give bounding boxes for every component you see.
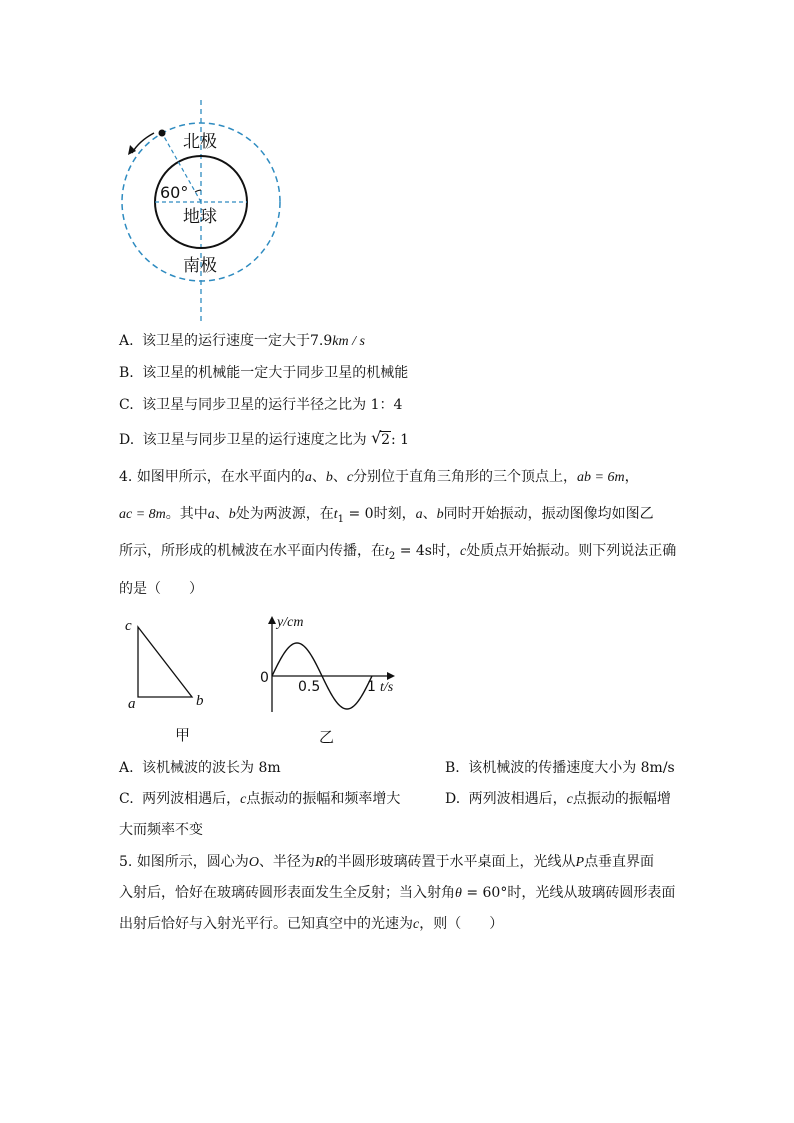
option-letter: B. <box>445 760 460 776</box>
var-a: a <box>207 507 215 522</box>
q4-line-4 <box>119 579 203 599</box>
caption-jia: 甲 <box>175 726 191 744</box>
right-triangle <box>138 627 192 697</box>
t2-symbol: t <box>385 544 389 559</box>
q4-option-d-continued <box>119 820 203 840</box>
arrow-head <box>128 145 136 155</box>
text: 同时开始振动，振动图像均如图乙 <box>443 506 654 522</box>
text: 、半径为 <box>258 854 315 870</box>
t1-value: = 0 <box>344 506 374 522</box>
sqrt-expression: √ 2 <box>371 428 391 448</box>
tick-label-one: 1 <box>367 679 376 695</box>
text: 时，光线从玻璃砖圆形表面 <box>507 885 676 901</box>
t1-symbol: t <box>333 507 338 522</box>
var-R: R <box>314 855 324 870</box>
vertex-a-label: a <box>128 696 136 712</box>
y-axis-arrow <box>268 616 276 624</box>
option-text: 该机械波的波长为 8m <box>142 760 281 776</box>
option-text: 两列波相遇后， <box>468 791 567 807</box>
text: 所示，所形成的机械波在水平面内传播，在 <box>119 543 385 559</box>
text: 点垂直界面 <box>584 854 655 870</box>
text: 、 <box>332 469 347 485</box>
text: 、 <box>422 506 437 522</box>
var-O: O <box>248 855 259 870</box>
q4-option-d <box>445 789 671 810</box>
text: 、 <box>311 469 326 485</box>
tick-label-half: 0.5 <box>298 679 321 695</box>
q3-option-d <box>119 430 409 450</box>
option-text: 点振动的振幅增 <box>572 791 671 807</box>
var-a: a <box>415 507 423 522</box>
var-c: c <box>346 470 354 485</box>
option-text: 两列波相遇后， <box>142 791 241 807</box>
radicand: 2 <box>381 432 391 448</box>
north-pole-label: 北极 <box>183 132 217 152</box>
q5-line-1 <box>119 852 654 873</box>
q3-option-b <box>119 363 408 383</box>
q4-line-3 <box>119 541 676 567</box>
text: 出射后恰好与入射光平行。已知真空中的光速为 <box>119 916 413 932</box>
south-pole-label: 南极 <box>183 256 217 276</box>
option-text: 点振动的振幅和频率增大 <box>246 791 401 807</box>
option-text: 该卫星的运行速度一定大于 <box>142 333 311 349</box>
text: 、 <box>214 506 229 522</box>
question-number: 5. <box>119 854 133 870</box>
text: 时， <box>432 543 460 559</box>
var-theta: θ <box>455 886 462 901</box>
var-b: b <box>325 470 333 485</box>
text: 时刻， <box>373 506 416 522</box>
option-text: 该卫星与同步卫星的运行半径之比为 1：4 <box>142 397 403 413</box>
option-text: 该机械波的传播速度大小为 8m/s <box>468 760 675 776</box>
q5-line-3 <box>119 914 503 935</box>
q4-option-c <box>119 789 400 810</box>
option-letter: B. <box>119 365 134 381</box>
text: 入射后，恰好在玻璃砖圆形表面发生全反射；当入射角 <box>119 885 455 901</box>
option-letter: C. <box>119 791 134 807</box>
q4-option-b <box>445 758 675 778</box>
t1-subscript: 1 <box>337 513 345 525</box>
q3-option-c <box>119 395 402 415</box>
speed-unit: km / s <box>332 334 365 349</box>
option-text: 大而频率不变 <box>119 822 203 838</box>
x-axis-label: t/s <box>380 680 394 695</box>
satellite-dot <box>159 130 166 137</box>
q4-line-1 <box>119 467 639 488</box>
q3-option-a <box>119 331 365 352</box>
ab-equation: ab = 6m <box>577 470 625 485</box>
var-b: b <box>228 507 236 522</box>
vertex-c-label: c <box>125 618 132 634</box>
text: 如图所示，圆心为 <box>136 854 249 870</box>
vertex-b-label: b <box>196 693 204 709</box>
var-c: c <box>566 792 573 807</box>
option-text: 该卫星与同步卫星的运行速度之比为 <box>142 432 367 448</box>
option-letter: A. <box>119 333 134 349</box>
x-axis-arrow <box>387 672 395 680</box>
text: 的半圆形玻璃砖置于水平桌面上，光线从 <box>323 854 576 870</box>
angle-label: 60° <box>160 183 189 202</box>
orbit-direction-arrow <box>132 133 154 153</box>
earth-label: 地球 <box>183 207 217 227</box>
theta-value: = 60° <box>461 885 508 901</box>
question-number: 4. <box>119 469 133 485</box>
orbit-figure <box>110 95 300 325</box>
var-a: a <box>304 470 312 485</box>
caption-yi: 乙 <box>319 728 335 746</box>
figure-yi-chart <box>255 612 415 747</box>
ac-equation: ac = 8m <box>119 507 166 522</box>
q4-line-2 <box>119 504 654 530</box>
text: 处为两波源，在 <box>235 506 334 522</box>
angle-arc <box>195 190 201 192</box>
var-c: c <box>240 792 247 807</box>
y-axis-label: y/cm <box>277 615 304 630</box>
t2-value: = 4s <box>395 543 432 559</box>
text: 如图甲所示，在水平面内的 <box>136 469 305 485</box>
figure-jia <box>120 612 220 747</box>
ratio-suffix: : 1 <box>391 432 410 448</box>
text: 。其中 <box>165 506 208 522</box>
origin-label: 0 <box>260 670 269 686</box>
var-P: P <box>575 855 585 870</box>
text: 分别位于直角三角形的三个顶点上， <box>353 469 578 485</box>
option-letter: D. <box>445 791 461 807</box>
option-letter: C. <box>119 397 134 413</box>
text: 处质点开始振动。则下列说法正确 <box>466 543 677 559</box>
option-letter: A. <box>119 760 134 776</box>
var-b: b <box>436 507 444 522</box>
speed-value: 7.9 <box>310 333 333 349</box>
t2-subscript: 2 <box>388 550 396 562</box>
q5-line-2 <box>119 883 675 904</box>
option-text: 该卫星的机械能一定大于同步卫星的机械能 <box>142 365 409 381</box>
text: ，则（ ） <box>419 916 504 932</box>
var-c: c <box>413 917 420 932</box>
var-c: c <box>460 544 467 559</box>
text: ， <box>624 469 639 485</box>
option-letter: D. <box>119 432 135 448</box>
q4-option-a <box>119 758 281 778</box>
text: 的是（ ） <box>119 581 203 597</box>
